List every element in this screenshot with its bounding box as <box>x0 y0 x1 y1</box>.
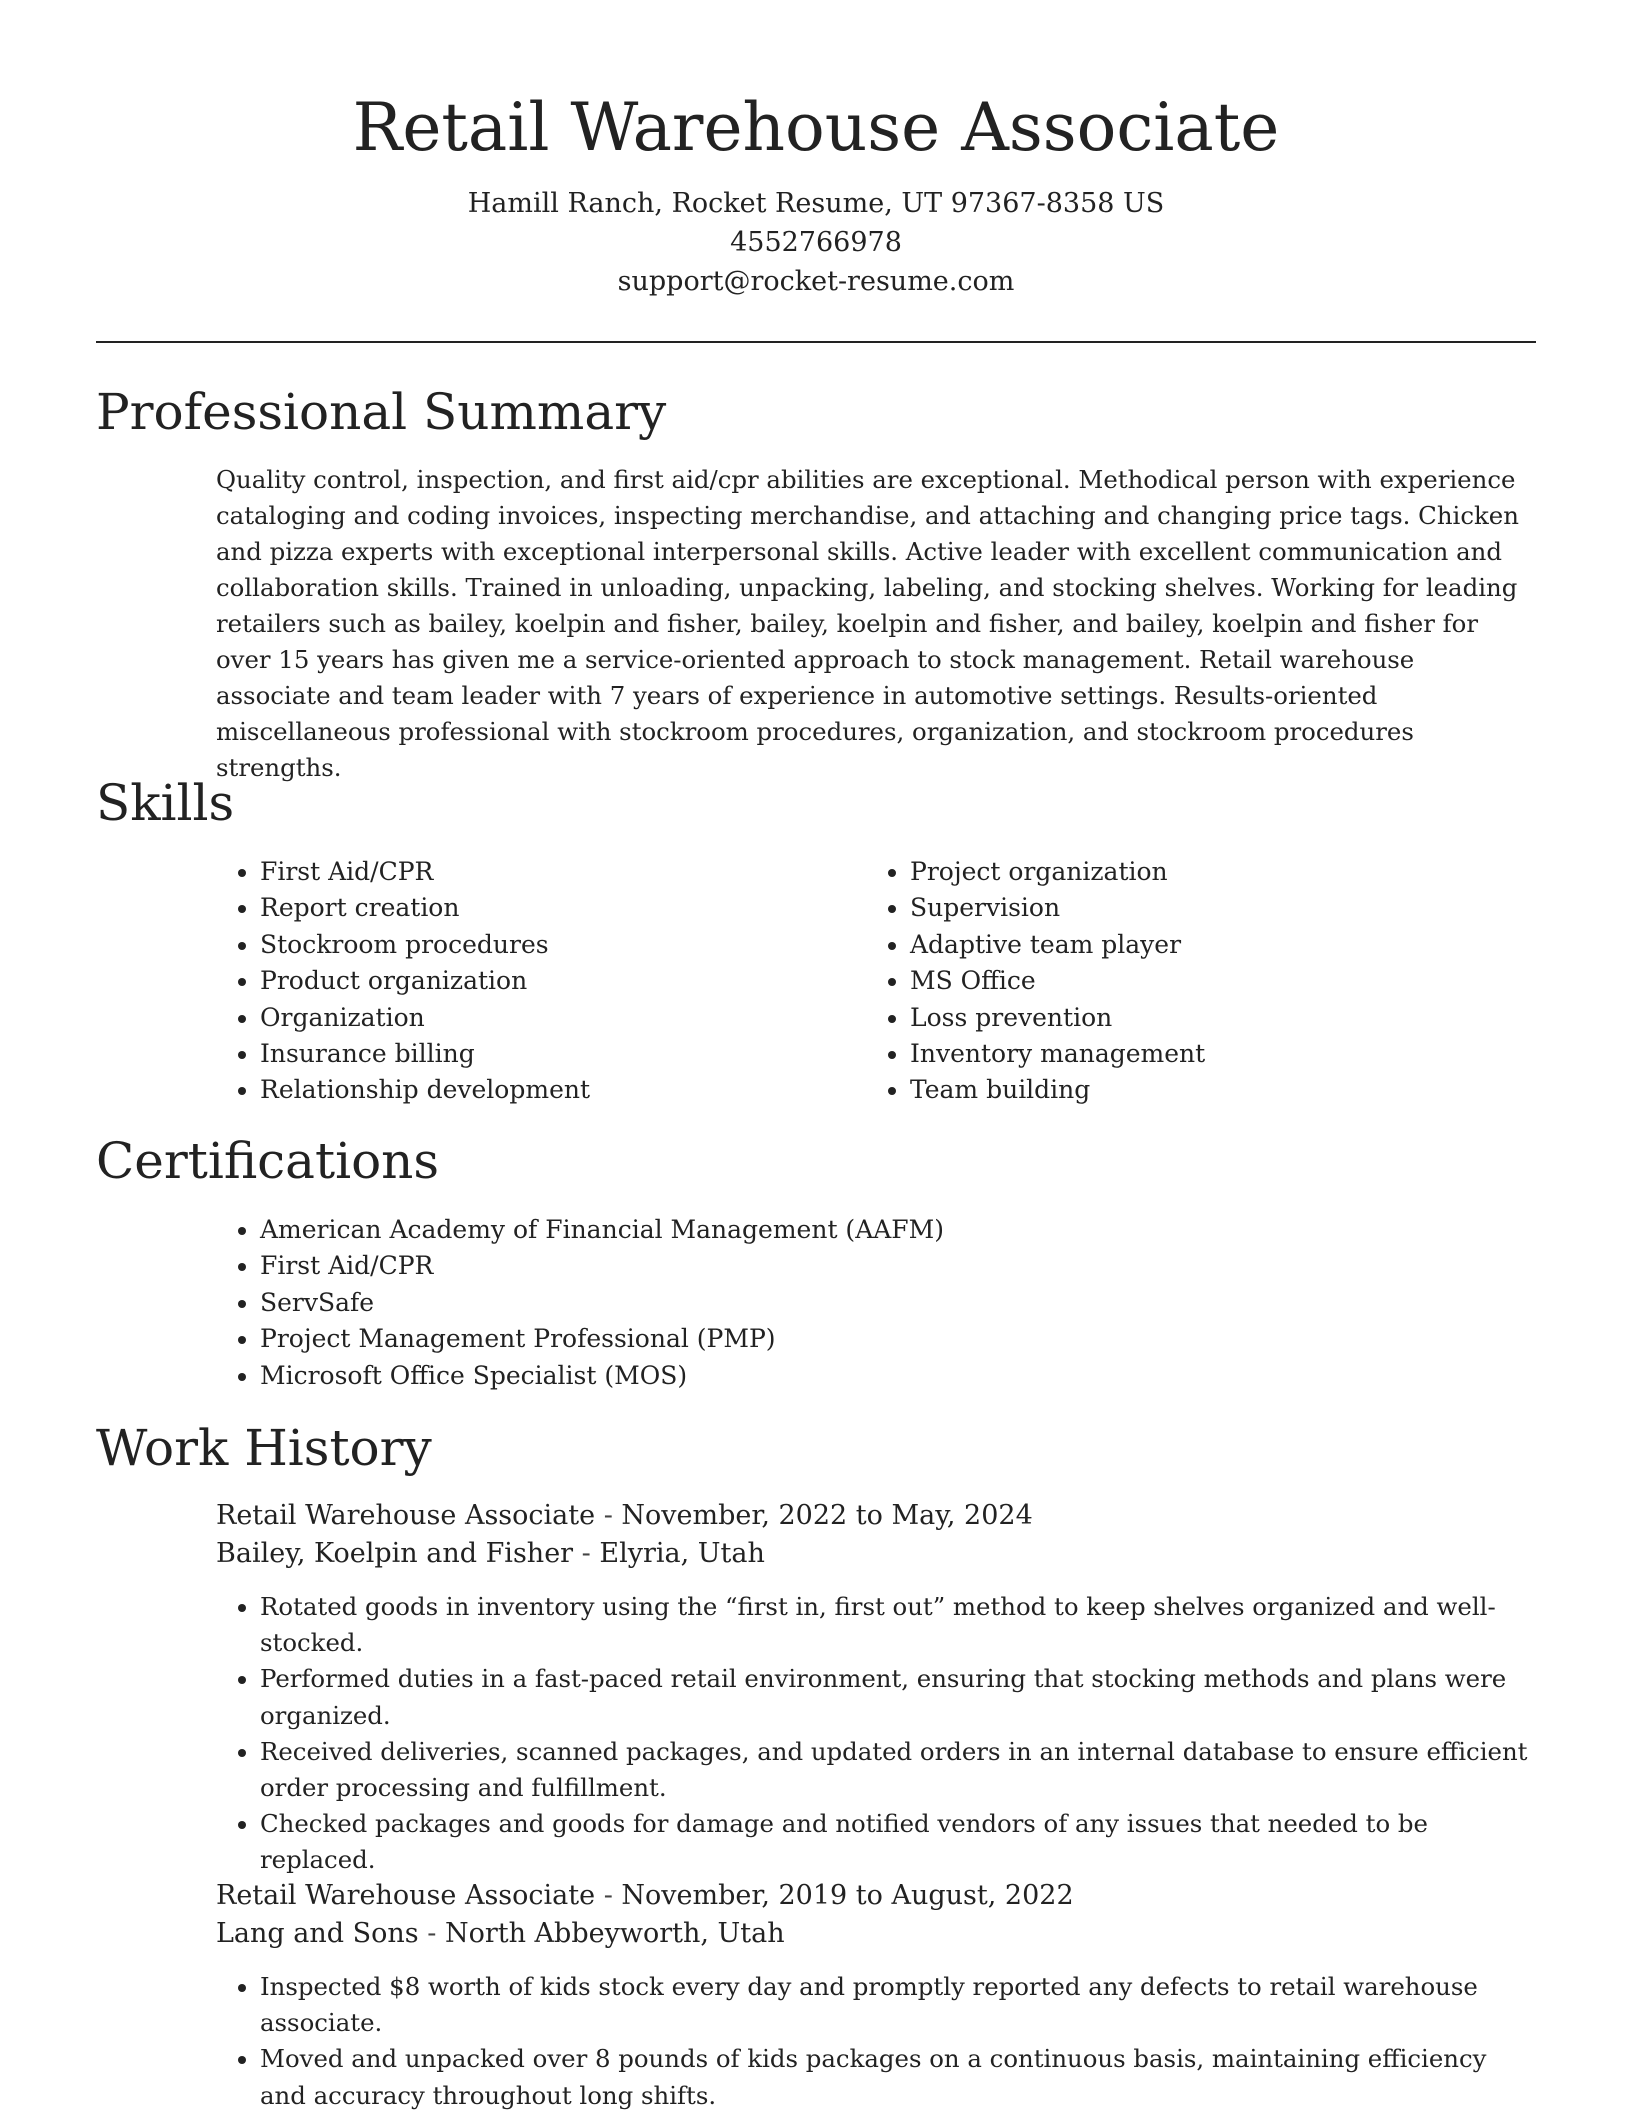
separator: - <box>595 1500 622 1531</box>
skill-item: • Project organization <box>910 854 1466 890</box>
job-company-line <box>216 1915 1536 1953</box>
duty-item: • Performed duties in a fast-paced retail environment, ensuring that stocking methods and plans were organized. <box>260 1661 1536 1733</box>
duty-item: • Received deliveries, scanned packages, and updated orders in an internal database to ensure efficient order processing and fulfillment. <box>260 1734 1536 1806</box>
job-dates: November, 2019 to August, 2022 <box>621 1880 1074 1911</box>
skill-item: • Stockroom procedures <box>260 927 816 963</box>
skills-column-right <box>866 854 1466 1109</box>
job-entry <box>216 1497 1536 1879</box>
job-company: Bailey, Koelpin and Fisher <box>216 1538 574 1569</box>
skill-item: • First Aid/CPR <box>260 854 816 890</box>
job-entry <box>216 1877 1536 2114</box>
address: Hamill Ranch, Rocket Resume, UT 97367-8358 US <box>467 188 1165 219</box>
separator: - <box>418 1918 445 1949</box>
skill-item: • Report creation <box>260 890 816 926</box>
certification-item: • American Academy of Financial Management (AAFM) <box>260 1212 1416 1248</box>
resume-header <box>96 82 1536 301</box>
skill-item: • Insurance billing <box>260 1036 816 1072</box>
job-company: Lang and Sons <box>216 1918 419 1949</box>
skill-item: • Adaptive team player <box>910 927 1466 963</box>
summary-heading: Professional Summary <box>96 383 667 441</box>
skills-heading: Skills <box>96 774 235 832</box>
work-history-heading: Work History <box>96 1419 432 1477</box>
skill-item: • Team building <box>910 1072 1466 1108</box>
job-duties <box>216 1969 1536 2114</box>
phone: 4552766978 <box>730 227 902 258</box>
skill-item: • Supervision <box>910 890 1466 926</box>
skill-item: • Loss prevention <box>910 1000 1466 1036</box>
contact-info <box>96 184 1536 301</box>
email: support@rocket-resume.com <box>617 266 1015 297</box>
job-company-line <box>216 1535 1536 1573</box>
skill-item: • Organization <box>260 1000 816 1036</box>
job-location: Elyria, Utah <box>599 1538 765 1569</box>
duty-item: • Checked packages and goods for damage and notified vendors of any issues that needed to be replaced. <box>260 1806 1536 1878</box>
duty-item: • Rotated goods in inventory using the “first in, first out” method to keep shelves organized and well-stocked. <box>260 1589 1536 1661</box>
certification-item: • Microsoft Office Specialist (MOS) <box>260 1358 1416 1394</box>
job-title-line <box>216 1497 1536 1535</box>
job-role: Retail Warehouse Associate <box>216 1500 596 1531</box>
header-divider <box>96 341 1536 343</box>
skill-item: • MS Office <box>910 963 1466 999</box>
certification-item: • ServSafe <box>260 1285 1416 1321</box>
skill-item: • Inventory management <box>910 1036 1466 1072</box>
separator: - <box>595 1880 622 1911</box>
duty-item: • Inspected $8 worth of kids stock every day and promptly reported any defects to retail warehouse associate. <box>260 1969 1536 2041</box>
job-title-line <box>216 1877 1536 1915</box>
candidate-name: Retail Warehouse Associate <box>352 89 1280 166</box>
certification-item: • First Aid/CPR <box>260 1248 1416 1284</box>
summary-text: Quality control, inspection, and first aid/cpr abilities are exceptional. Methodical person with experience cataloging and coding invoices, inspecting merchandise, and attaching and changing price tags. Chicken and pizza experts with exceptional interpersonal skills. Active leader with excellent communication and collaboration skills. Trained in unloading, unpacking, labeling, and stocking shelves. Working for leading retailers such as bailey, koelpin and fisher, bailey, koelpin and fisher, and bailey, koelpin and fisher for over 15 years has given me a service-oriented approach to stock management. Retail warehouse associate and team leader with 7 years of experience in automotive settings. Results-oriented miscellaneous professional with stockroom procedures, organization, and stockroom procedures strengths. <box>216 465 1519 782</box>
skill-item: • Product organization <box>260 963 816 999</box>
job-duties <box>216 1589 1536 1879</box>
skill-item: • Relationship development <box>260 1072 816 1108</box>
job-location: North Abbeyworth, Utah <box>444 1918 785 1949</box>
skills-column-left <box>216 854 816 1109</box>
duty-item: • Moved and unpacked over 8 pounds of kids packages on a continuous basis, maintaining efficiency and accuracy throughout long shifts. <box>260 2041 1536 2113</box>
certifications-list <box>216 1212 1416 1394</box>
certification-item: • Project Management Professional (PMP) <box>260 1321 1416 1357</box>
job-dates: November, 2022 to May, 2024 <box>621 1500 1033 1531</box>
separator: - <box>573 1538 600 1569</box>
job-role: Retail Warehouse Associate <box>216 1880 596 1911</box>
certifications-heading: Certifications <box>96 1132 440 1190</box>
